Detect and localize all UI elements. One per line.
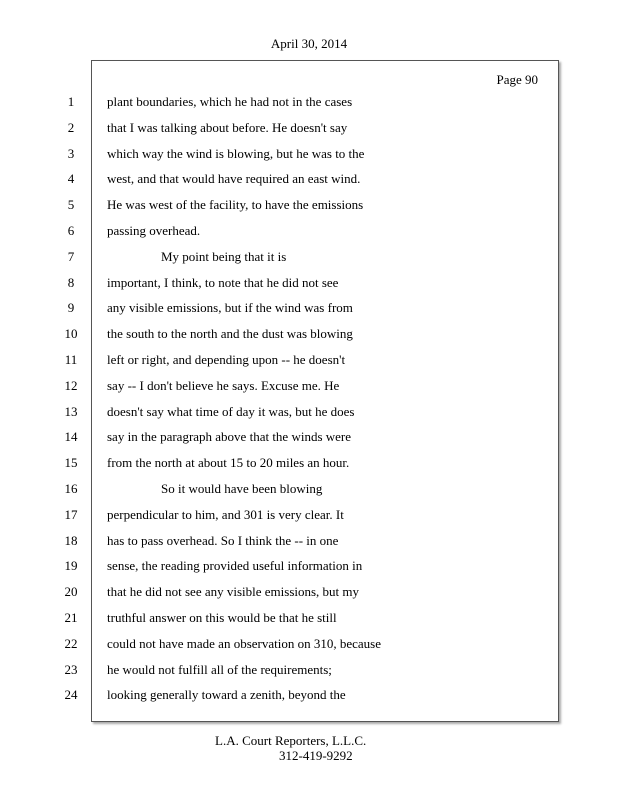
transcript-line: He was west of the facility, to have the emissions: [107, 197, 364, 213]
transcript-line: My point being that it is: [161, 248, 287, 264]
line-number: 15: [64, 455, 78, 471]
transcript-line: looking generally toward a zenith, beyond the: [107, 687, 346, 703]
transcript-line: say -- I don't believe he says. Excuse me. He: [107, 377, 340, 393]
transcript-line: plant boundaries, which he had not in the cases: [107, 94, 353, 109]
transcript-line: perpendicular to him, and 301 is very clear. It: [107, 506, 344, 522]
transcript-line: passing overhead.: [107, 223, 201, 238]
line-number: 8: [67, 274, 75, 290]
transcript-line: doesn't say what time of day it was, but he does: [107, 403, 355, 419]
line-number: 12: [64, 377, 78, 393]
line-number: 22: [64, 635, 78, 651]
transcript-line: sense, the reading provided useful information in: [107, 558, 363, 574]
line-number: 17: [64, 506, 78, 522]
line-number: 21: [64, 610, 78, 625]
transcript-line: So it would have been blowing: [161, 481, 323, 496]
line-number: 6: [67, 223, 75, 238]
transcript-line: from the north at about 15 to 20 miles an hour.: [107, 455, 350, 471]
transcript-line: the south to the north and the dust was blowing: [107, 326, 353, 342]
line-number: 24: [64, 687, 78, 703]
line-number: 10: [64, 326, 78, 342]
line-number: 16: [64, 481, 78, 496]
footer-company: L.A. Court Reporters, L.L.C.: [215, 733, 367, 748]
line-number: 4: [67, 171, 75, 187]
transcript-line: important, I think, to note that he did not see: [107, 274, 339, 290]
line-number: 11: [64, 352, 78, 367]
line-number: 2: [67, 119, 75, 135]
transcript-line: truthful answer on this would be that he still: [107, 610, 337, 625]
transcript-line: which way the wind is blowing, but he was to the: [107, 145, 365, 161]
line-number: 9: [67, 300, 75, 316]
line-number: 5: [67, 197, 75, 213]
line-number: 19: [64, 558, 78, 574]
line-number: 14: [64, 429, 78, 445]
line-number: 1: [67, 94, 75, 109]
line-number: 20: [64, 584, 78, 600]
line-number: 13: [64, 403, 78, 419]
line-number: 3: [67, 145, 75, 161]
line-number: 23: [64, 661, 78, 677]
footer-phone: 312-419-9292: [279, 748, 353, 763]
transcript-line: has to pass overhead. So I think the -- in one: [107, 532, 339, 548]
line-number: 18: [64, 532, 78, 548]
transcript-line: west, and that would have required an east wind.: [107, 171, 361, 187]
header-date: April 30, 2014: [270, 36, 348, 51]
transcript-line: that I was talking about before. He doesn't say: [107, 119, 348, 135]
transcript-line: that he did not see any visible emissions, but my: [107, 584, 360, 600]
transcript-line: could not have made an observation on 310, because: [107, 635, 381, 651]
transcript-line: left or right, and depending upon -- he doesn't: [107, 352, 346, 367]
transcript-line: he would not fulfill all of the requirements;: [107, 661, 332, 677]
line-number: 7: [67, 248, 75, 264]
page-number: Page 90: [496, 72, 538, 87]
transcript-line: any visible emissions, but if the wind was from: [107, 300, 353, 316]
transcript-line: say in the paragraph above that the winds were: [107, 429, 352, 445]
